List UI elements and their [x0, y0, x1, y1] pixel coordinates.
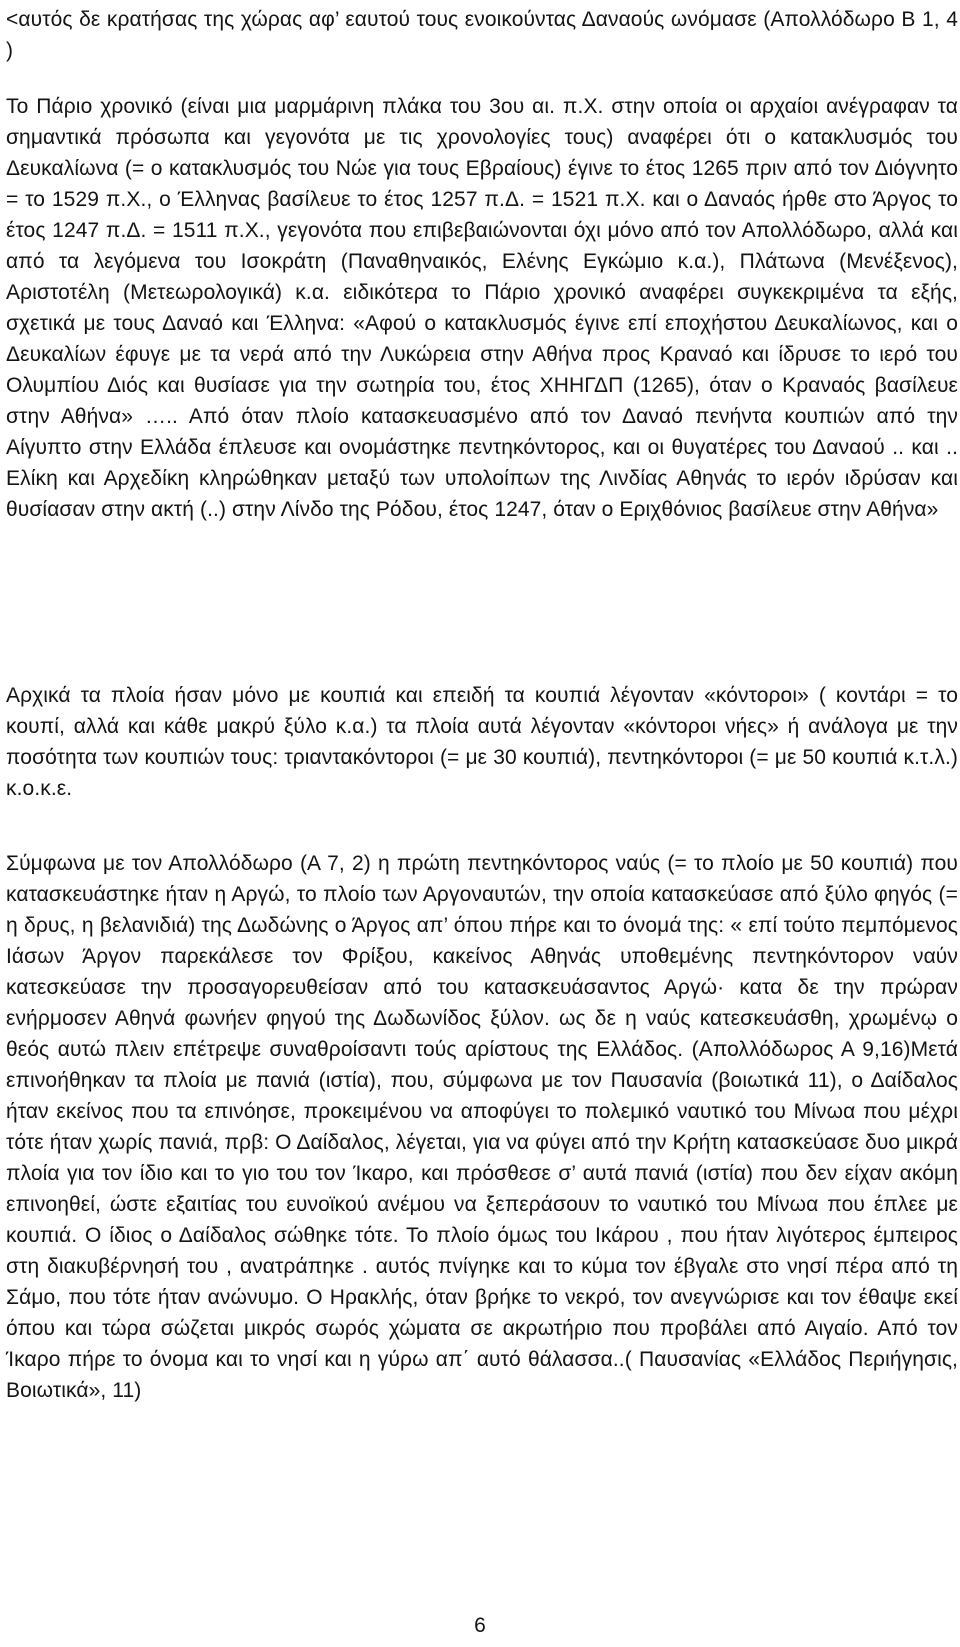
paragraph-argo-and-sails: Σύμφωνα με τον Απολλόδωρο (Α 7, 2) η πρώτη πεντηκόντορος ναύς (= το πλοίο με 50 κουπιά) που κατασκευάστηκε ήταν η Αργώ, το πλοίο των Αργοναυτών, την οποία κατασκεύασε από ξύλο φηγός (= η δρυς, η βελανιδιά) της Δωδώνης ο Άργος απ’ όπου πήρε και το όνομά της: « επί τούτο πεμπόμενος Ιάσων Άργον παρεκάλεσε τον Φρίξου, κακείνος Αθηνάς υποθεμένης πεντηκόντορον ναύν κατεσκεύασε την προσαγορευθείσαν από του κατασκευάσαντος Αργώ· κατα δε την πρώραν ενήρμοσεν Αθηνά φωνήεν φηγού της Δωδωνίδος ξύλον. ως δε η ναύς κατεσκευάσθη, χρωμένῳ ο θεός αυτώ πλειν επέτρεψε συναθροίσαντι τούς αρίστους της Ελλάδος. (Απολλόδωρος Α 9,16)Μετά επινοήθηκαν τα πλοία με πανιά (ιστία), που, σύμφωνα με τον Παυσανία (βοιωτικά 11), ο Δαίδαλος ήταν εκείνος που τα επινόησε, προκειμένου να αποφύγει το πολεμικό ναυτικό του Μίνωα που μέχρι τότε ήταν χωρίς πανιά, πρβ: Ο Δαίδαλος, λέγεται, για να φύγει από την Κρήτη κατασκεύασε δυο μικρά πλοία για τον ίδιο και το γιο του τον Ίκαρο, και πρόσθεσε σ’ αυτά πανιά (ιστία) που δεν είχαν ακόμη επινοηθεί, ώστε εξαιτίας του ευνοϊκού ανέμου να ξεπεράσουν το ναυτικό του Μίνωα που έπλεε με κουπιά. Ο ίδιος ο Δαίδαλος σώθηκε τότε. Το πλοίο όμως του Ικάρου , που ήταν λιγότερος έμπειρος στη διακυβέρνησή του , ανατράπηκε . αυτός πνίγηκε και το κύμα τον έβγαλε στο νησί πέρα από τη Σάμο, που τότε ήταν ανώνυμο. Ο Ηρακλής, όταν βρήκε το νεκρό, τον ανεγνώρισε και τον έθαψε εκεί όπου και τώρα σώζεται μικρός σωρός χώματα σε ακρωτήριο που προβάλει από Αιγαίο. Από τον Ίκαρο πήρε το όνομα και το νησί και η γύρω απ΄ αυτό θάλασσα..( Παυσανίας «Ελλάδος Περιήγησις, Βοιωτικά», 11) [6, 852, 958, 1402]
paragraph-oared-ships: Αρχικά τα πλοία ήσαν μόνο με κουπιά και επειδή τα κουπιά λέγονταν «κόντοροι» ( κοντάρι = το κουπί, αλλά και κάθε μακρύ ξύλο κ.α.) τα πλοία αυτά λέγονταν «κόντοροι νήες» ή ανάλογα με την ποσότητα των κουπιών τους: τριαντακόντοροι (= με 30 κουπιά), πεντηκόντοροι (= με 50 κουπιά κ.τ.λ.) κ.ο.κ.ε. [6, 684, 958, 800]
paragraph-parian-chronicle: Το Πάριο χρονικό (είναι μια μαρμάρινη πλάκα του 3ου αι. π.Χ. στην οποία οι αρχαίοι ανέγραφαν τα σημαντικά πρόσωπα και γεγονότα με τις χρονολογίες τους) αναφέρει ότι ο κατακλυσμός του Δευκαλίωνα (= ο κατακλυσμός του Νώε για τους Εβραίους) έγινε το έτος 1265 πριν από τον Διόγνητο = το 1529 π.Χ., ο Έλληνας βασίλευε το έτος 1257 π.Δ. = 1521 π.Χ. και ο Δαναός ήρθε στο Άργος το έτος 1247 π.Δ. = 1511 π.Χ., γεγονότα που επιβεβαιώνονται όχι μόνο από τον Απολλόδωρο, αλλά και από τα λεγόμενα του Ισοκράτη (Παναθηναικός, Ελένης Εγκώμιο κ.α.), Πλάτωνα (Μενέξενος), Αριστοτέλη (Μετεωρολογικά) κ.α. ειδικότερα το Πάριο χρονικό αναφέρει συγκεκριμένα τα εξής, σχετικά με τους Δαναό και Έλληνα: «Αφού ο κατακλυσμός έγινε επί εποχήστου Δευκαλίωνος, και ο Δευκαλίων έφυγε με τα νερά από την Λυκώρεια στην Αθήνα προς Κραναό και ίδρυσε το ιερό του Ολυμπίου Διός και θυσίασε για την σωτηρία του, έτος ΧΗΗΓΔΠ (1265), όταν ο Κραναός βασίλευε στην Αθήνα» ….. Από όταν πλοίο κατασκευασμένο από τον Δαναό πενήντα κουπιών από την Αίγυπτο στην Ελλάδα έπλευσε και ονομάστηκε πεντηκόντορος, και οι θυγατέρες του Δαναού .. και .. Ελίκη και Αρχεδίκη κληρώθηκαν μεταξύ των υπολοίπων της Λινδίας Αθηνάς το ιερόν ιδρύσαν και θυσίασαν στην ακτή (..) στην Λίνδο της Ρόδου, έτος 1247, όταν ο Εριχθόνιος βασίλευε στην Αθήνα» [6, 95, 958, 521]
page-number: 6 [474, 1614, 486, 1637]
paragraph-apollodorus-quote: <αυτός δε κρατήσας της χώρας αφ’ εαυτού τους ενοικούντας Δαναούς ωνόμασε (Απολλόδωρο Β 1, 4 ) [6, 8, 958, 62]
